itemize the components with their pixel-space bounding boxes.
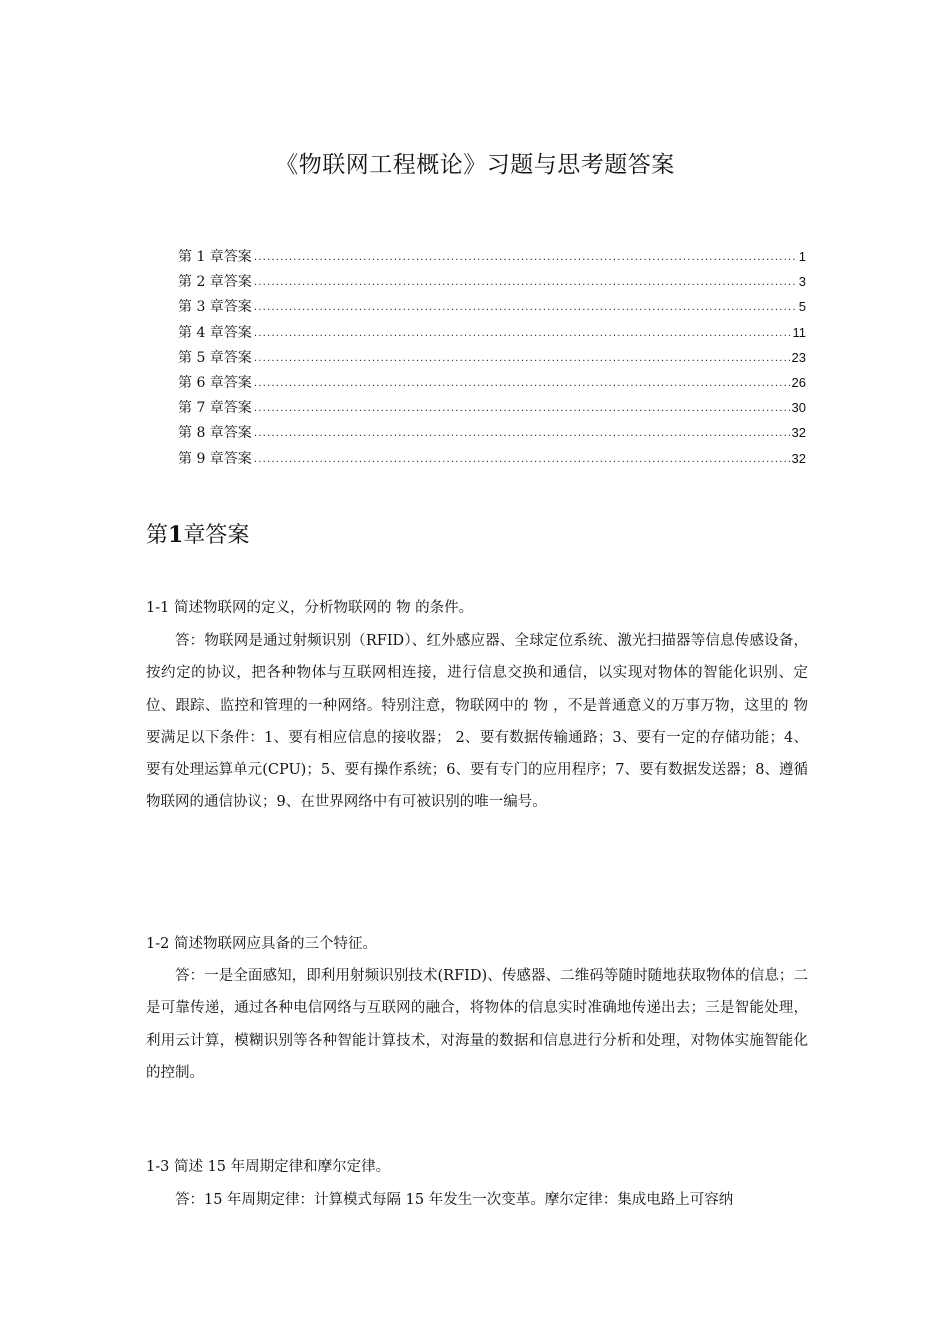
chapter-heading-suffix: 章答案 xyxy=(183,523,250,548)
toc-entry-page: 1 xyxy=(798,249,806,264)
answer-1-1: 答：物联网是通过射频识别（RFID）、红外感应器、全球定位系统、激光扫描器等信息传感设备，按约定的协议，把各种物体与互联网相连接，进行信息交换和通信，以实现对物体的智能化识别、定位、跟踪、监控和管理的一种网络。特别注意，物联网中的 物 ，不是普通意义的万事万物，这里的 物 要满足以下条件：1、要有相应信息的接收器； 2、要有数据传输通路；3、要有一定的存储功能；4、要有处理运算单元(CPU)；5、要有操作系统；6、要有专门的应用程序；7、要有数据发送器；8、遵循物联网的通信协议；9、在世界网络中有可被识别的唯一编号。 xyxy=(146,633,808,811)
toc-entry-label: 第 1 章答案 xyxy=(178,249,252,265)
toc-entry-page: 3 xyxy=(798,274,806,290)
toc-entry-chapter-4[interactable] xyxy=(178,320,806,345)
toc-leader-dots xyxy=(254,421,790,446)
toc-entry-label: 第 7 章答案 xyxy=(178,400,252,417)
answer-1-2: 答：一是全面感知，即利用射频识别技术(RFID)、传感器、二维码等随时随地获取物体的信息；二是可靠传递，通过各种电信网络与互联网的融合，将物体的信息实时准确地传递出去；三是智能处理，利用云计算，模糊识别等各种智能计算技术，对海量的数据和信息进行分析和处理，对物体实施智能化的控制。 xyxy=(146,968,808,1081)
chapter-heading-prefix: 第 xyxy=(146,523,169,548)
toc-leader-dots xyxy=(254,295,797,320)
toc-leader-dots xyxy=(254,346,790,371)
toc-entry-label: 第 9 章答案 xyxy=(178,450,252,467)
toc-entry-label: 第 2 章答案 xyxy=(178,274,252,291)
toc-entry-page: 32 xyxy=(791,450,806,466)
toc-entry-chapter-7[interactable] xyxy=(178,395,806,420)
toc-entry-label: 第 3 章答案 xyxy=(178,299,252,316)
toc-entry-label: 第 8 章答案 xyxy=(178,425,252,442)
toc-leader-dots xyxy=(254,321,791,346)
toc-entry-page: 11 xyxy=(792,324,806,340)
toc-entry-chapter-8[interactable] xyxy=(178,420,806,445)
toc-entry-page: 23 xyxy=(791,349,806,365)
toc-leader-dots xyxy=(254,396,790,421)
toc-entry-page: 30 xyxy=(791,400,806,416)
question-1-2: 1-2 简述物联网应具备的三个特征。 xyxy=(146,936,377,952)
table-of-contents xyxy=(178,244,806,471)
toc-entry-label: 第 6 章答案 xyxy=(178,374,252,391)
toc-leader-dots xyxy=(254,245,797,270)
toc-entry-chapter-1[interactable] xyxy=(178,244,806,269)
toc-entry-chapter-2[interactable] xyxy=(178,269,806,294)
toc-leader-dots xyxy=(254,447,790,472)
toc-entry-chapter-9[interactable] xyxy=(178,446,806,471)
toc-entry-chapter-6[interactable] xyxy=(178,370,806,395)
chapter-1-heading xyxy=(146,518,249,549)
toc-entry-page: 5 xyxy=(798,299,806,315)
question-1-3: 1-3 简述 15 年周期定律和摩尔定律。 xyxy=(146,1159,391,1175)
answer-1-3: 答：15 年周期定律：计算模式每隔 15 年发生一次变革。摩尔定律：集成电路上可容纳 xyxy=(175,1192,734,1208)
toc-entry-label: 第 4 章答案 xyxy=(178,324,252,341)
toc-entry-page: 26 xyxy=(791,374,806,390)
toc-leader-dots xyxy=(254,270,797,295)
toc-entry-page: 32 xyxy=(791,425,806,441)
question-1-1: 1-1 简述物联网的定义，分析物联网的 物 的条件。 xyxy=(146,600,474,616)
toc-entry-label: 第 5 章答案 xyxy=(178,349,252,366)
chapter-heading-number: 1 xyxy=(168,522,184,548)
toc-entry-chapter-3[interactable] xyxy=(178,294,806,319)
toc-entry-chapter-5[interactable] xyxy=(178,345,806,370)
toc-leader-dots xyxy=(254,371,790,396)
document-title: 《物联网工程概论》习题与思考题答案 xyxy=(275,152,675,178)
